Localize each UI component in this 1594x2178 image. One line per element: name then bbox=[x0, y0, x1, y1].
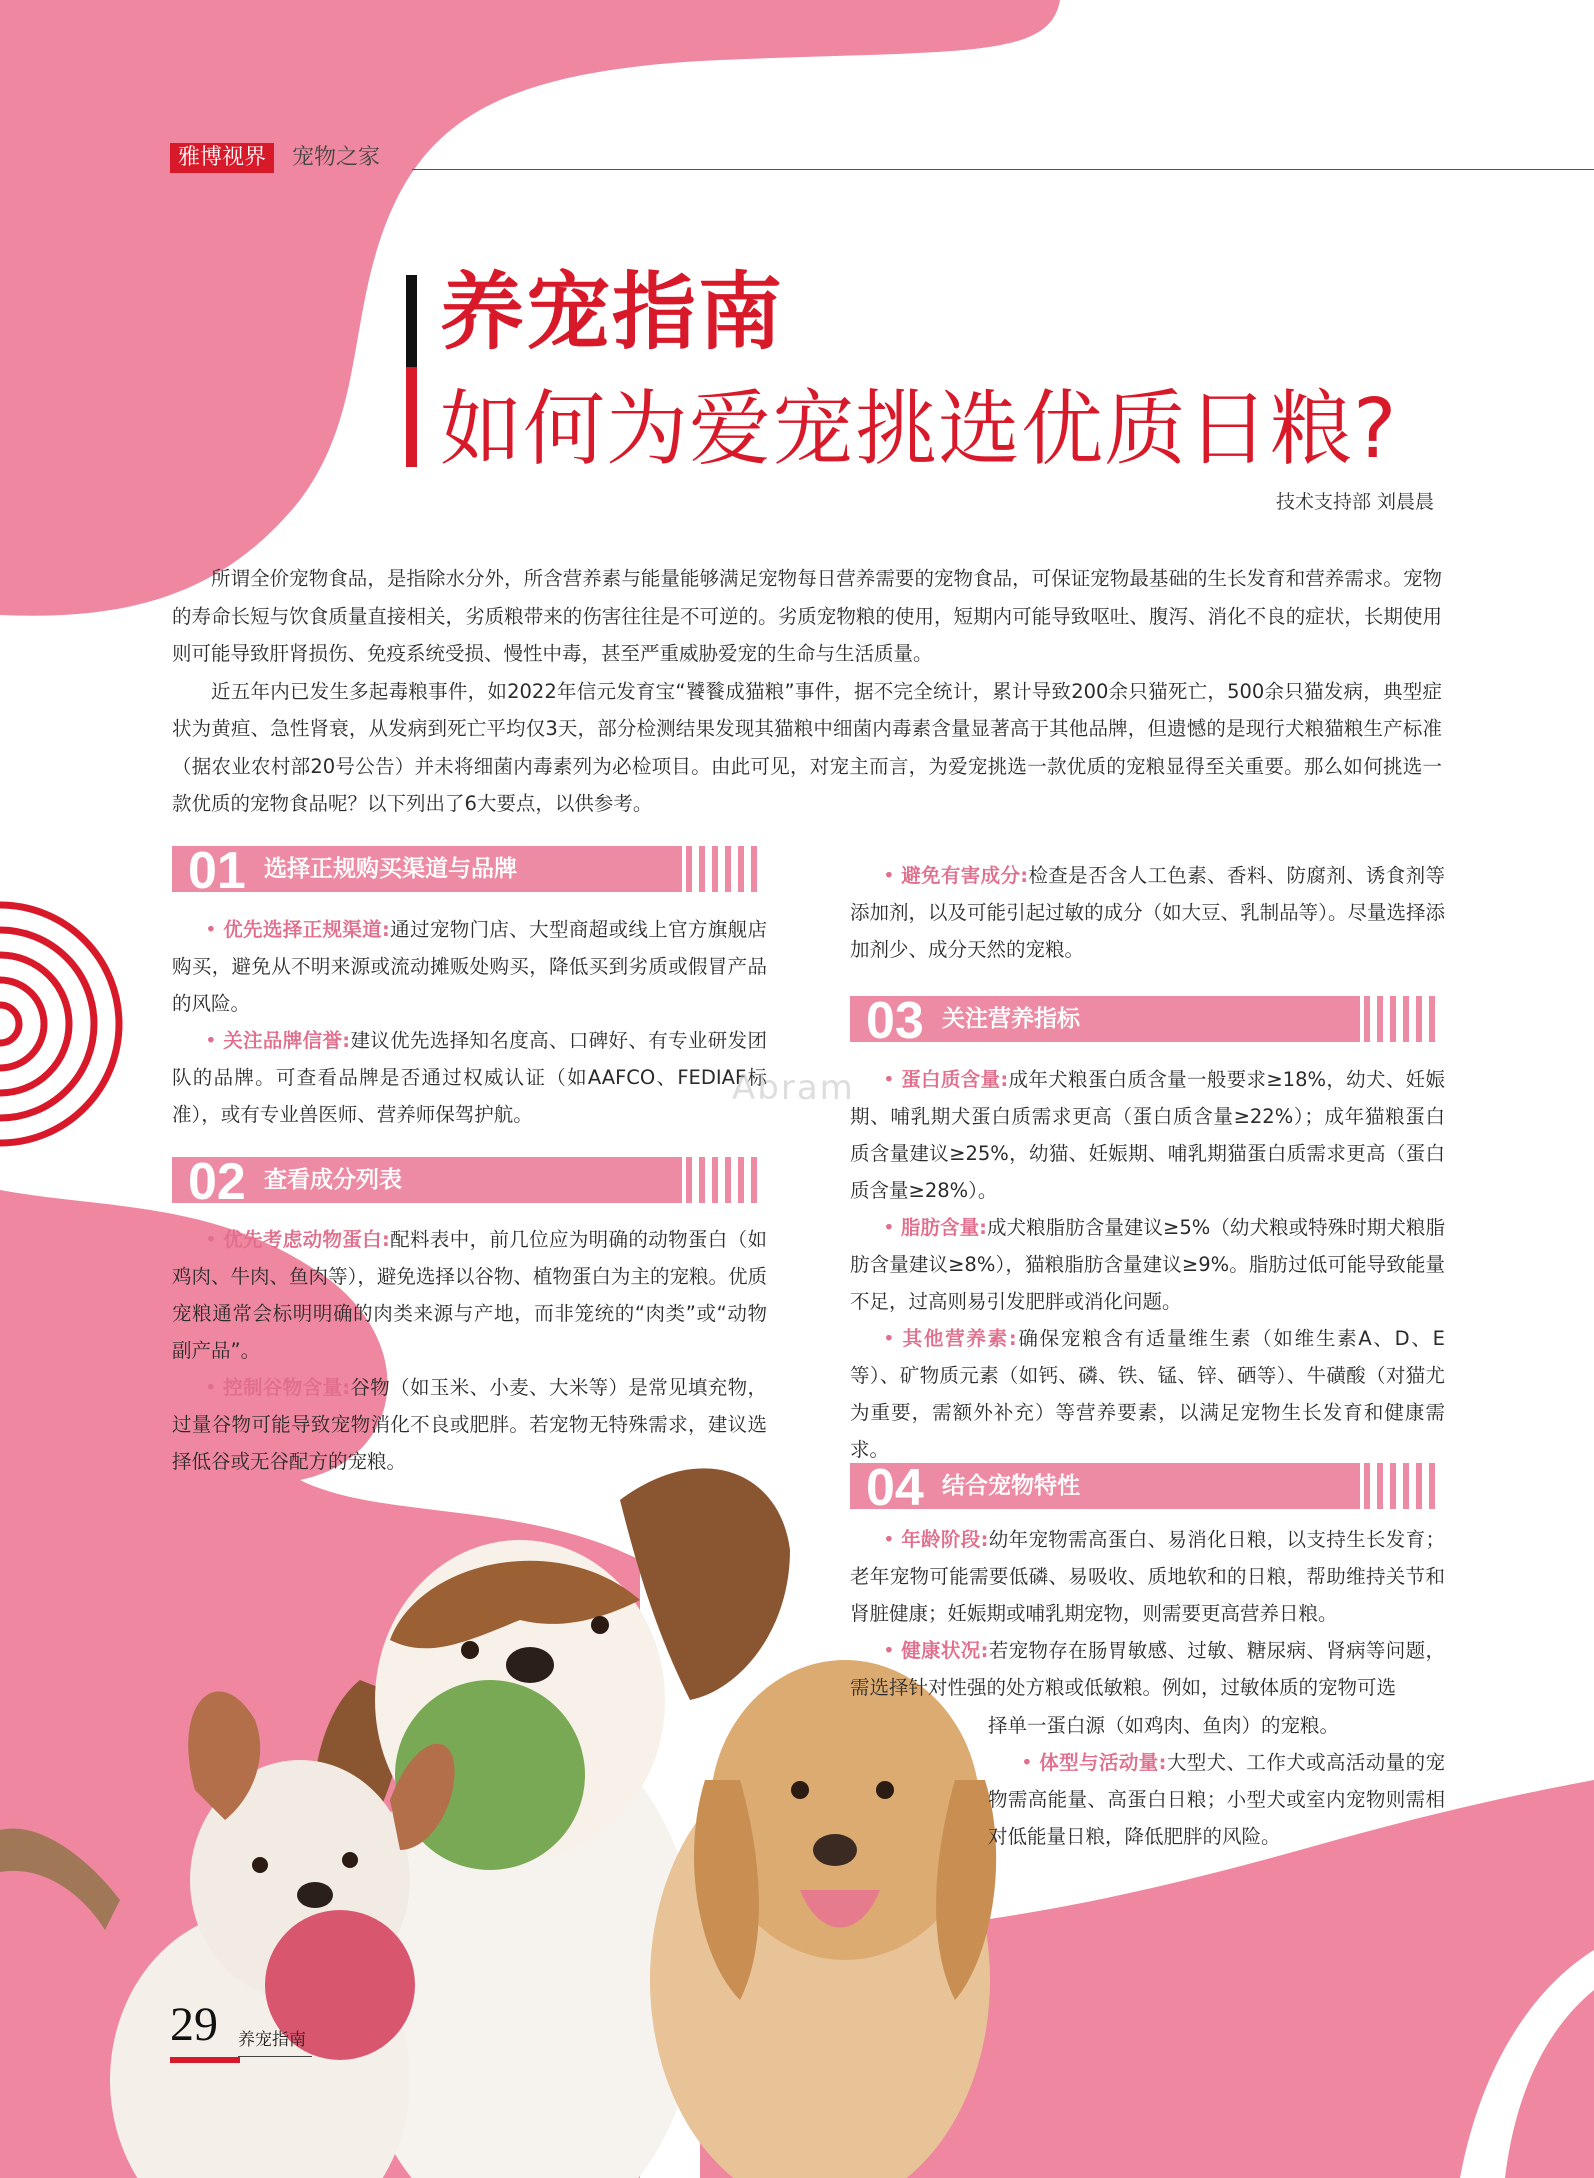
bullet-text: 若宠物存在肠胃敏感、过敏、糖尿病、肾病等问题，需选择针对性强的处方粮或低敏粮。例如，过敏体质的宠物可选 bbox=[850, 1639, 1445, 1699]
bullet-keyword: 健康状况: bbox=[901, 1639, 989, 1662]
bullet-keyword: 关注品牌信誉: bbox=[223, 1029, 351, 1052]
section-number: 04 bbox=[866, 1459, 924, 1517]
section-01-body bbox=[172, 911, 767, 1133]
bullet-dot: • bbox=[205, 1228, 224, 1251]
bullet-keyword: 避免有害成分: bbox=[901, 864, 1029, 887]
section-04-body-indented bbox=[988, 1707, 1445, 1855]
bullet-paragraph bbox=[850, 1632, 1445, 1706]
bullet-text: 幼年宠物需高蛋白、易消化日粮，以支持生长发育；老年宠物可能需要低磷、易吸收、质地软和的日粮，帮助维持关节和肾脏健康；妊娠期或哺乳期宠物，则需要更高营养日粮。 bbox=[850, 1528, 1445, 1625]
title-bar-red bbox=[406, 367, 417, 467]
section-number: 01 bbox=[188, 842, 246, 900]
bullet-text: 谷物（如玉米、小麦、大米等）是常见填充物，过量谷物可能导致宠物消化不良或肥胖。若宠物无特殊需求，建议选择低谷或无谷配方的宠粮。 bbox=[172, 1376, 767, 1473]
intro-paragraph: 近五年内已发生多起毒粮事件，如2022年信元发育宝“饕餮成猫粮”事件，据不完全统计，累计导致200余只猫死亡，500余只猫发病，典型症状为黄疸、急性肾衰，从发病到死亡平均仅3天，部分检测结果发现其猫粮中细菌内毒素含量显著高于其他品牌，但遗憾的是现行犬粮猫粮生产标准（据农业农村部20号公告）并未将细菌内毒素列为必检项目。由此可见，对宠主而言，为爱宠挑选一款优质的宠粮显得至关重要。那么如何挑选一款优质的宠物食品呢？以下列出了6大要点，以供参考。 bbox=[172, 679, 1442, 815]
bullet-dot: • bbox=[883, 1327, 903, 1350]
stripes-decor bbox=[1364, 996, 1445, 1042]
section-04-header bbox=[850, 1459, 1445, 1517]
bullet-dot: • bbox=[205, 918, 224, 941]
bullet-paragraph bbox=[988, 1744, 1445, 1855]
page-number-underline bbox=[170, 2057, 240, 2063]
bullet-dot: • bbox=[883, 864, 902, 887]
section-title: 查看成分列表 bbox=[264, 1167, 402, 1193]
bullet-keyword: 体型与活动量: bbox=[1039, 1751, 1167, 1774]
bullet-dot: • bbox=[883, 1216, 901, 1239]
bullet-keyword: 年龄阶段: bbox=[901, 1528, 989, 1551]
bullet-text: 大型犬、工作犬或高活动量的宠物需高能量、高蛋白日粮；小型犬或室内宠物则需相对低能量日粮，降低肥胖的风险。 bbox=[988, 1751, 1445, 1848]
bullet-text: 配料表中，前几位应为明确的动物蛋白（如鸡肉、牛肉、鱼肉等），避免选择以谷物、植物蛋白为主的宠粮。优质宠粮通常会标明明确的肉类来源与产地，而非笼统的“肉类”或“动物副产品”。 bbox=[172, 1228, 767, 1362]
bullet-text: 通过宠物门店、大型商超或线上官方旗舰店购买，避免从不明来源或流动摊贩处购买，降低买到劣质或假冒产品的风险。 bbox=[172, 918, 767, 1015]
bullet-text: 确保宠粮含有适量维生素（如维生素A、D、E等）、矿物质元素（如钙、磷、铁、锰、锌、硒等）、牛磺酸（对猫尤为重要，需额外补充）等营养要素，以满足宠物生长发育和健康需求。 bbox=[850, 1327, 1445, 1461]
bullet-keyword: 优先选择正规渠道: bbox=[223, 918, 390, 941]
bullet-continuation: 择单一蛋白源（如鸡肉、鱼肉）的宠粮。 bbox=[988, 1714, 1340, 1737]
section-02-body bbox=[172, 1221, 767, 1480]
bullet-dot: • bbox=[205, 1376, 224, 1399]
bullet-dot: • bbox=[1021, 1751, 1040, 1774]
page-number: 29 bbox=[170, 1998, 218, 2051]
bullet-paragraph bbox=[850, 1521, 1445, 1632]
stripes-decor bbox=[1364, 1463, 1445, 1509]
intro-paragraph: 所谓全价宠物食品，是指除水分外，所含营养素与能量能够满足宠物每日营养需要的宠物食品，可保证宠物最基础的生长发育和营养需求。宠物的寿命长短与饮食质量直接相关，劣质粮带来的伤害往往是不可逆的。劣质宠物粮的使用，短期内可能导致呕吐、腹泻、消化不良的症状，长期使用则可能导致肝肾损伤、免疫系统受损、慢性中毒，甚至严重威胁爱宠的生命与生活质量。 bbox=[172, 567, 1442, 665]
stripes-decor bbox=[686, 846, 767, 892]
bullet-dot: • bbox=[883, 1528, 902, 1551]
bullet-paragraph bbox=[172, 1369, 767, 1480]
bullet-paragraph bbox=[850, 857, 1445, 968]
bullet-dot: • bbox=[883, 1068, 902, 1091]
bullet-paragraph bbox=[172, 911, 767, 1022]
footer-section-label: 养宠指南 bbox=[238, 2030, 306, 2050]
bullet-text: 建议优先选择知名度高、口碑好、有专业研发团队的品牌。可查看品牌是否通过权威认证（如AAFCO、FEDIAF标准），或有专业兽医师、营养师保驾护航。 bbox=[172, 1029, 767, 1126]
bullet-paragraph bbox=[850, 1209, 1445, 1320]
header-rule bbox=[412, 169, 1594, 170]
section-title: 关注营养指标 bbox=[942, 1006, 1080, 1032]
watermark: Abram bbox=[732, 1068, 855, 1108]
bullet-keyword: 脂肪含量: bbox=[900, 1216, 987, 1239]
section-number: 03 bbox=[866, 992, 924, 1050]
section-number: 02 bbox=[188, 1153, 246, 1211]
bullet-paragraph bbox=[850, 1320, 1445, 1468]
section-03-header bbox=[850, 992, 1445, 1050]
bullet-paragraph bbox=[172, 1221, 767, 1369]
beagle-nose bbox=[506, 1647, 554, 1683]
section-title: 选择正规购买渠道与品牌 bbox=[264, 856, 517, 882]
bullet-keyword: 其他营养素: bbox=[902, 1327, 1017, 1350]
section-02-header bbox=[172, 1153, 767, 1211]
bullet-keyword: 控制谷物含量: bbox=[223, 1376, 351, 1399]
byline: 技术支持部 刘晨晨 bbox=[1275, 491, 1434, 513]
bullet-paragraph bbox=[850, 1061, 1445, 1209]
bullet-text: 成年犬粮蛋白质含量一般要求≥18%，幼犬、妊娠期、哺乳期犬蛋白质需求更高（蛋白质含量≥22%）；成年猫粮蛋白质含量建议≥25%，幼猫、妊娠期、哺乳期猫蛋白质需求更高（蛋白质含量≥28%）。 bbox=[850, 1068, 1445, 1202]
article-title: 如何为爱宠挑选优质日粮? bbox=[440, 382, 1398, 477]
section-01-header bbox=[172, 842, 767, 900]
section-02-continued bbox=[850, 857, 1445, 968]
bullet-text: 成犬粮脂肪含量建议≥5%（幼犬粮或特殊时期犬粮脂肪含量建议≥8%），猫粮脂肪含量建议≥9%。脂肪过低可能导致能量不足，过高则易引发肥胖或消化问题。 bbox=[850, 1216, 1445, 1313]
footer-rule bbox=[238, 2056, 312, 2057]
section-03-body bbox=[850, 1061, 1445, 1468]
column-tag: 雅博视界 bbox=[170, 143, 274, 173]
column-subtag: 宠物之家 bbox=[292, 145, 381, 170]
red-concentric-arcs bbox=[0, 905, 119, 1143]
article-kicker: 养宠指南 bbox=[440, 263, 785, 361]
intro-text bbox=[172, 560, 1442, 823]
bullet-dot: • bbox=[205, 1029, 224, 1052]
bullet-keyword: 蛋白质含量: bbox=[901, 1068, 1009, 1091]
bullet-paragraph bbox=[172, 1022, 767, 1133]
bullet-text: 检查是否含人工色素、香料、防腐剂、诱食剂等添加剂，以及可能引起过敏的成分（如大豆、乳制品等）。尽量选择添加剂少、成分天然的宠粮。 bbox=[850, 864, 1445, 961]
stripes-decor bbox=[686, 1157, 767, 1203]
section-04-body bbox=[850, 1521, 1445, 1706]
title-bar-black bbox=[406, 275, 417, 367]
bullet-keyword: 优先考虑动物蛋白: bbox=[223, 1228, 390, 1251]
section-title: 结合宠物特性 bbox=[942, 1473, 1080, 1499]
bullet-dot: • bbox=[883, 1639, 902, 1662]
